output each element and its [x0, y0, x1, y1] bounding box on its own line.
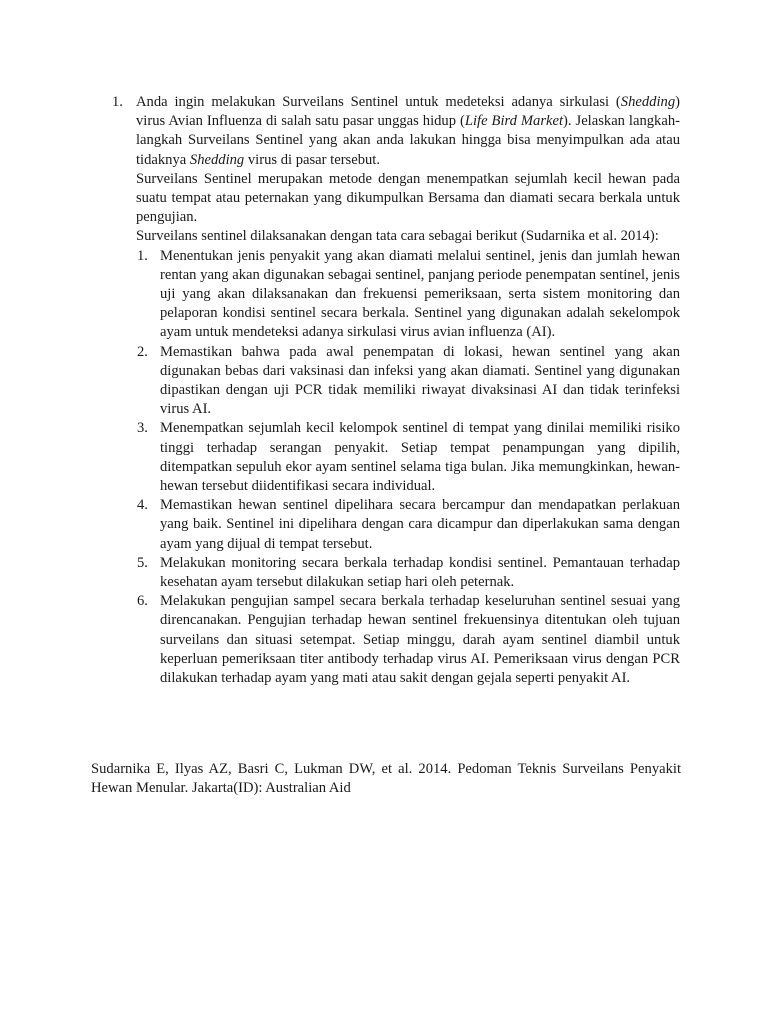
- list-item: [136, 247, 680, 343]
- term-shedding: Shedding: [620, 94, 676, 110]
- step-text: Menempatkan sejumlah kecil kelompok sentinel di tempat yang dinilai memiliki risiko tinggi terhadap serangan penyakit. Setiap tempat penampungan yang dipilih, ditempatkan sepuluh ekor ayam sentinel selama tiga bulan. Jika memungkinkan, hewan-hewan tersebut diidentifikasi secara individual.: [160, 420, 680, 495]
- step-text: Melakukan pengujian sampel secara berkala terhadap keseluruhan sentinel sesuai yang direncanakan. Pengujian terhadap hewan sentinel frekuensinya ditentukan oleh tujuan surveilans dan situasi setempat. Setiap minggu, darah ayam sentinel diambil untuk keperluan pemeriksaan titer antibody terhadap virus AI. Pemeriksaan virus dengan PCR dilakukan terhadap ayam yang mati atau sakit dengan gejala seperti penyakit AI.: [160, 593, 680, 687]
- definition-paragraph: Surveilans Sentinel merupakan metode dengan menempatkan sejumlah kecil hewan pada suatu tempat atau peternakan yang dikumpulkan Bersama dan diamati secara berkala untuk pengujian.: [136, 170, 680, 226]
- question-prompt: Anda ingin melakukan Surveilans Sentinel untuk medeteksi adanya sirkulasi (Shedding) virus Avian Influenza di salah satu pasar unggas hidup (Life Bird Market). Jelaskan langkah-langkah Surveilans Sentinel yang akan anda lakukan hingga bisa menyimpulkan ada atau tidaknya Shedding virus di pasar tersebut.: [136, 94, 680, 168]
- question-item: [112, 93, 680, 688]
- question-number: 1.: [112, 94, 123, 110]
- list-item: [136, 554, 680, 592]
- list-item: [136, 496, 680, 554]
- step-number: 5.: [137, 554, 148, 571]
- question-body: [136, 93, 680, 688]
- term-shedding: Shedding: [189, 151, 245, 168]
- term-life-bird-market: Life Bird Market: [464, 113, 564, 130]
- intro-paragraph: Surveilans sentinel dilaksanakan dengan tata cara sebagai berikut (Sudarnika et al. 2014):: [136, 228, 659, 245]
- list-item: [136, 343, 680, 420]
- step-text: Melakukan monitoring secara berkala terhadap kondisi sentinel. Pemantauan terhadap kesehatan ayam tersebut dilakukan setiap hari oleh peternak.: [160, 554, 680, 591]
- step-number: 4.: [137, 497, 148, 514]
- step-text: Menentukan jenis penyakit yang akan diamati melalui sentinel, jenis dan jumlah hewan rentan yang akan digunakan sebagai sentinel, panjang periode penempatan sentinel, jenis uji yang akan dilaksanakan dan frekuensi pemeriksaan, serta sistem monitoring dan pelaporan kondisi sentinel secara berkala. Sentinel yang digunakan adalah sekelompok ayam untuk mendeteksi adanya sirkulasi virus avian influenza (AI).: [160, 247, 680, 341]
- list-item: [136, 419, 680, 496]
- step-number: 2.: [137, 343, 148, 360]
- step-number: 3.: [137, 420, 148, 437]
- steps-list: [136, 247, 680, 689]
- reference-citation: Sudarnika E, Ilyas AZ, Basri C, Lukman DW, et al. 2014. Pedoman Teknis Surveilans Penyakit Hewan Menular. Jakarta(ID): Australian Aid: [91, 761, 681, 797]
- step-number: 1.: [137, 247, 148, 264]
- step-text: Memastikan bahwa pada awal penempatan di lokasi, hewan sentinel yang akan digunakan bebas dari vaksinasi dan infeksi yang akan diamati. Sentinel yang digunakan dipastikan dengan uji PCR tidak memiliki riwayat divaksinasi AI dan tidak terinfeksi virus AI.: [160, 343, 680, 418]
- step-number: 6.: [137, 593, 148, 610]
- list-item: [136, 592, 680, 688]
- step-text: Memastikan hewan sentinel dipelihara secara bercampur dan mendapatkan perlakuan yang baik. Sentinel ini dipelihara dengan cara dicampur dan diperlakukan sama dengan ayam yang dijual di tempat tersebut.: [160, 497, 680, 552]
